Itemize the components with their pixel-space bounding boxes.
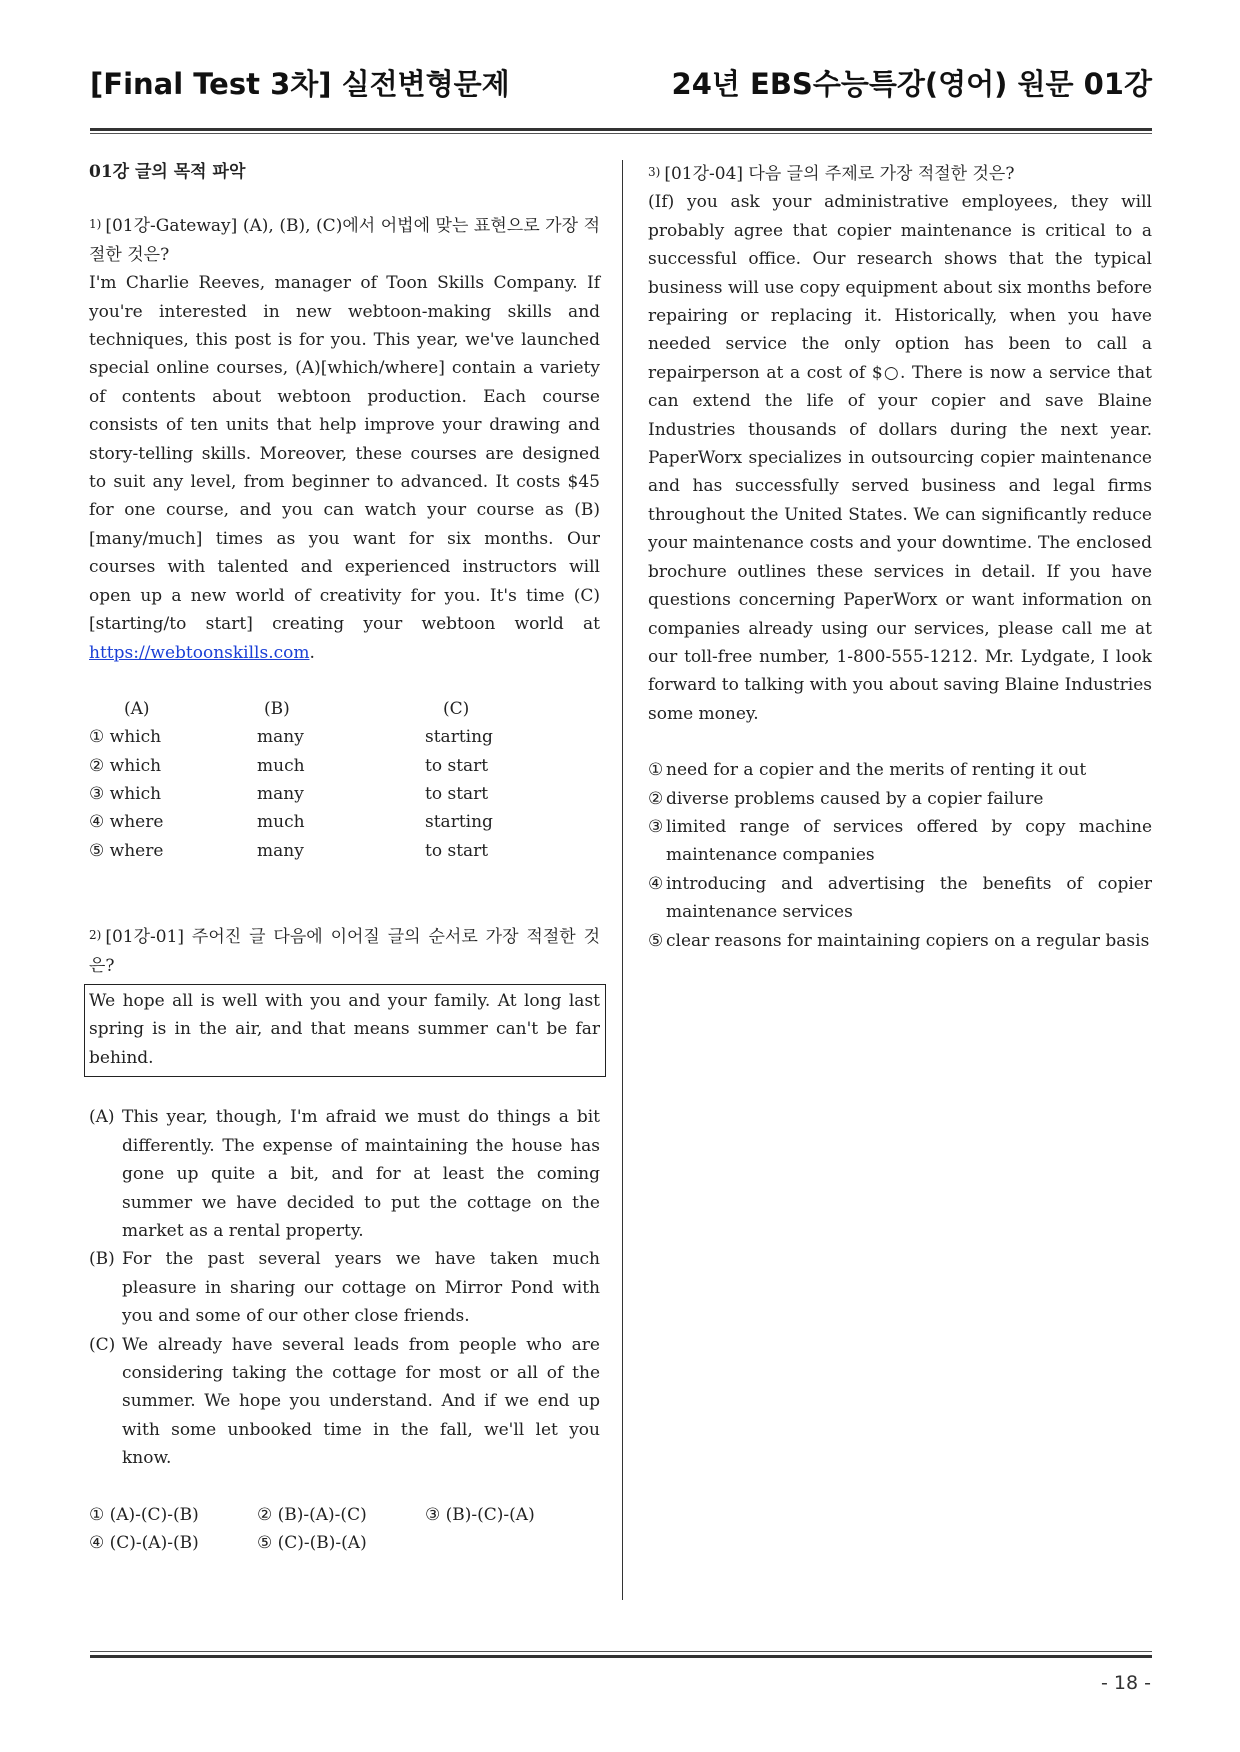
topic-option[interactable] bbox=[648, 785, 1152, 813]
choice-c-value: to start bbox=[425, 840, 489, 861]
topic-option[interactable] bbox=[648, 813, 1152, 870]
question-2 bbox=[89, 921, 600, 1557]
choice-row[interactable] bbox=[89, 808, 600, 836]
question-3-passage: (If) you ask your administrative employees, they will probably agree that copier maintenance is critical to a successful office. Our research shows that the typical business will use copy equipment about six months before repairing or replacing it. Historically, when you have needed service the only option has been to call a repairperson at a cost of $○. There is now a service that can extend the life of your copier and save Blaine Industries thousands of dollars during the next year. PaperWorx specializes in outsourcing copier maintenance and has successfully served business and legal firms throughout the United States. We can significantly reduce your maintenance costs and your downtime. The enclosed brochure outlines these services in detail. If you have questions concerning PaperWorx or want information on companies already using our services, please call me at our toll-free number, 1-800-555-1212. Mr. Lydgate, I look forward to talking with you about saving Blaine Industries some money. bbox=[648, 192, 1152, 724]
source-title: 24년 EBS수능특강(영어) 원문 01강 bbox=[671, 67, 1152, 101]
paragraph-label: (C) bbox=[89, 1334, 116, 1355]
choice-c-value: starting bbox=[425, 812, 493, 833]
answer-option[interactable]: ③ (B)-(C)-(A) bbox=[425, 1504, 535, 1525]
topic-option[interactable] bbox=[648, 870, 1152, 927]
page-number: - 18 - bbox=[1101, 1672, 1151, 1694]
paragraph-b bbox=[89, 1245, 600, 1330]
exam-title: [Final Test 3차] 실전변형문제 bbox=[90, 67, 510, 101]
option-mark: ② bbox=[648, 788, 664, 809]
choice-c-value: starting bbox=[425, 727, 493, 748]
paragraph-label: (A) bbox=[89, 1107, 115, 1128]
topic-option[interactable] bbox=[648, 756, 1152, 784]
header-rule-thick bbox=[90, 128, 1152, 131]
passage-text: I'm Charlie Reeves, manager of Toon Skills Company. If you're interested in new webtoon-making skills and techniques, this post is for you. This year, we've launched special online courses, (A)[which/where] contain a variety of contents about webtoon production. Each course consists of ten units that help improve your drawing and story-telling skills. Moreover, these courses are designed to suit any level, from beginner to advanced. It costs $45 for one course, and you can watch your course as (B)[many/much] times as you want for six months. Our courses with talented and experienced instructors will open up a new world of creativity for you. It's time (C)[starting/to start] creating your webtoon world at bbox=[89, 273, 600, 635]
prompt-text: [01강-01] 주어진 글 다음에 이어질 글의 순서로 가장 적절한 것은? bbox=[89, 927, 600, 976]
choice-a-value: ① which bbox=[89, 727, 162, 748]
question-number: 1) bbox=[89, 217, 102, 232]
choice-row[interactable] bbox=[89, 752, 600, 780]
header-rule-thin bbox=[90, 133, 1152, 134]
prompt-text: [01강-04] 다음 글의 주제로 가장 적절한 것은? bbox=[664, 164, 1015, 184]
topic-option[interactable] bbox=[648, 927, 1152, 955]
question-1-passage bbox=[89, 269, 600, 667]
order-answers bbox=[89, 1501, 600, 1558]
answer-row bbox=[89, 1501, 600, 1529]
paragraph-text: This year, though, I'm afraid we must do things a bit differently. The expense of maintaining the house has gone up quite a bit, and for at least the coming summer we have decided to put the cottage on the market as a rental property. bbox=[122, 1107, 600, 1241]
answer-option[interactable]: ④ (C)-(A)-(B) bbox=[89, 1532, 199, 1553]
footer-rule-thick bbox=[90, 1655, 1152, 1658]
answer-option[interactable]: ⑤ (C)-(B)-(A) bbox=[257, 1532, 367, 1553]
choice-table bbox=[89, 695, 600, 865]
prompt-text: [01강-Gateway] (A), (B), (C)에서 어법에 맞는 표현으로 가장 적절한 것은? bbox=[89, 216, 600, 265]
option-mark: ③ bbox=[648, 816, 664, 837]
choice-a-value: ③ which bbox=[89, 784, 162, 805]
footer-rule-thin bbox=[90, 1651, 1152, 1652]
paragraph-label: (B) bbox=[89, 1249, 115, 1270]
page-header bbox=[90, 62, 1152, 106]
column-divider bbox=[622, 160, 623, 1600]
topic-options bbox=[648, 756, 1152, 955]
choice-b-value: much bbox=[257, 755, 305, 776]
column-c-header: (C) bbox=[443, 698, 470, 719]
paragraph-list bbox=[89, 1103, 600, 1472]
choice-a-value: ④ where bbox=[89, 812, 164, 833]
choice-b-value: many bbox=[257, 840, 304, 861]
paragraph-text: We already have several leads from people who are considering taking the cottage for most or all of the summer. We hope you understand. And if we end up with some unbooked time in the fall, we'll let you know. bbox=[122, 1334, 600, 1469]
question-3 bbox=[648, 158, 1152, 955]
question-number: 3) bbox=[648, 165, 661, 179]
option-mark: ④ bbox=[648, 873, 664, 894]
answer-option[interactable]: ② (B)-(A)-(C) bbox=[257, 1504, 367, 1525]
answer-option[interactable]: ① (A)-(C)-(B) bbox=[89, 1504, 199, 1525]
option-text: diverse problems caused by a copier failure bbox=[666, 788, 1044, 809]
question-1-prompt bbox=[89, 210, 600, 269]
given-text-box: We hope all is well with you and your family. At long last spring is in the air, and that means summer can't be far behind. bbox=[84, 984, 606, 1077]
choice-row[interactable] bbox=[89, 723, 600, 751]
choice-row[interactable] bbox=[89, 837, 600, 865]
section-title: 01강 글의 목적 파악 bbox=[89, 162, 246, 182]
question-2-prompt bbox=[89, 921, 600, 980]
paragraph-text: For the past several years we have taken much pleasure in sharing our cottage on Mirror Pond with you and some of our other close friends. bbox=[122, 1249, 600, 1327]
paragraph-c bbox=[89, 1331, 600, 1473]
choice-b-value: much bbox=[257, 812, 305, 833]
left-column bbox=[89, 158, 600, 1557]
right-column bbox=[648, 158, 1152, 955]
option-mark: ① bbox=[648, 760, 664, 781]
passage-period: . bbox=[309, 642, 315, 663]
option-text: introducing and advertising the benefits of copier maintenance services bbox=[666, 873, 1152, 923]
choice-a-value: ② which bbox=[89, 755, 162, 776]
choice-c-value: to start bbox=[425, 784, 489, 805]
column-b-header: (B) bbox=[264, 698, 290, 719]
paragraph-a bbox=[89, 1103, 600, 1245]
choice-b-value: many bbox=[257, 727, 304, 748]
question-1 bbox=[89, 210, 600, 865]
question-number: 2) bbox=[89, 928, 102, 943]
choice-c-value: to start bbox=[425, 755, 489, 776]
choice-b-value: many bbox=[257, 784, 304, 805]
choice-row[interactable] bbox=[89, 780, 600, 808]
question-3-prompt bbox=[648, 158, 1152, 188]
choice-a-value: ⑤ where bbox=[89, 840, 164, 861]
option-text: need for a copier and the merits of renting it out bbox=[666, 760, 1087, 781]
webtoon-skills-link[interactable]: https://webtoonskills.com bbox=[89, 642, 310, 663]
column-a-header: (A) bbox=[124, 698, 150, 719]
option-mark: ⑤ bbox=[648, 930, 664, 951]
answer-row bbox=[89, 1529, 600, 1557]
choice-table-header bbox=[89, 695, 600, 723]
option-text: clear reasons for maintaining copiers on a regular basis bbox=[666, 930, 1150, 951]
option-text: limited range of services offered by copy machine maintenance companies bbox=[666, 816, 1152, 866]
